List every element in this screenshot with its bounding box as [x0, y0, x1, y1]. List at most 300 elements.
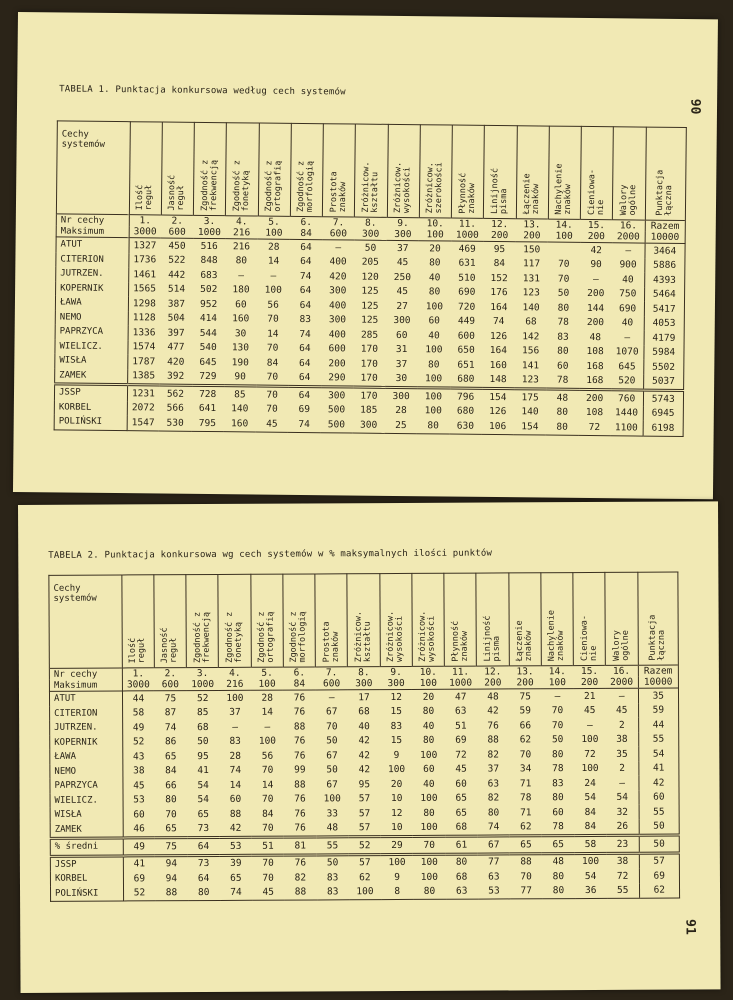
page-90 — [13, 12, 718, 499]
page-number: 91 — [682, 919, 698, 935]
column-number: 8. — [355, 217, 387, 229]
column-header-text: Zgodność z fonetyką — [224, 611, 244, 663]
cell: 100 — [574, 853, 606, 869]
cell: – — [619, 777, 626, 789]
cell: 126 — [489, 406, 507, 418]
cell: 200 — [587, 288, 605, 300]
column-header-text: Zróżnicow. kształtu — [353, 611, 373, 663]
column-header — [283, 574, 316, 667]
cell: 80 — [487, 807, 500, 819]
cell: 63 — [488, 871, 500, 883]
column-max: 216 — [219, 679, 251, 691]
cell: 285 — [360, 329, 379, 341]
row-name: ŁAWA — [50, 749, 123, 764]
max-label: Maksimum — [49, 679, 122, 691]
cell: 500 — [327, 404, 346, 416]
cell: 60 — [235, 299, 247, 311]
column-header — [573, 572, 606, 665]
cell: 40 — [428, 330, 440, 342]
cell: 54 — [638, 747, 679, 762]
cell: 100 — [581, 734, 599, 746]
cell: 168 — [586, 360, 604, 372]
cell: 170 — [360, 372, 378, 385]
column-number: 10. — [419, 218, 451, 230]
column-max: 10000 — [645, 232, 686, 244]
cell: 152 — [490, 272, 508, 284]
cell: 50 — [551, 734, 564, 746]
cell: 100 — [387, 764, 406, 776]
cell: 9 — [393, 749, 400, 761]
cell: 45 — [133, 780, 145, 792]
column-number: 14. — [541, 666, 573, 678]
cell: 65 — [510, 836, 542, 854]
cell: 48 — [326, 822, 339, 834]
column-header — [645, 127, 686, 220]
cell: – — [554, 690, 561, 702]
cell: 200 — [328, 358, 346, 370]
cell: 64 — [197, 872, 210, 884]
cell: 442 — [168, 269, 186, 281]
cell: 28 — [395, 405, 407, 417]
header-row — [56, 121, 686, 221]
cell: 216 — [232, 241, 251, 253]
cell: 510 — [458, 272, 476, 284]
row-name: CITERION — [50, 706, 123, 721]
cell: 57 — [358, 793, 371, 805]
cell: 54 — [197, 779, 209, 791]
cell: 680 — [456, 405, 475, 418]
page-91 — [18, 501, 721, 993]
cell: 64 — [298, 357, 311, 369]
row-name: CITERION — [56, 252, 129, 267]
cell: 12 — [390, 691, 402, 703]
cell: 68 — [455, 821, 468, 833]
cell: 50 — [557, 287, 570, 300]
cell: 50 — [197, 736, 209, 748]
cell: 300 — [352, 418, 384, 433]
cell: 106 — [481, 419, 513, 434]
cell: 400 — [328, 329, 346, 341]
cell: 126 — [489, 330, 508, 342]
cell: 83 — [326, 872, 339, 884]
cell: 80 — [422, 735, 435, 747]
table-caption: TABELA 2. Punktacja konkursowa wg cech systemów w % maksymalnych ilości punktów — [48, 548, 493, 561]
cell: 28 — [267, 241, 280, 253]
column-header — [161, 122, 194, 215]
cell: 170 — [353, 387, 385, 403]
cell: 83 — [557, 331, 569, 343]
cell: 70 — [558, 258, 570, 271]
column-header — [605, 572, 638, 665]
cell: 33 — [326, 808, 339, 820]
column-header-text: Walory ogólne — [611, 630, 631, 661]
cell: 75 — [519, 691, 531, 703]
row-name: JUTRZEN. — [50, 720, 123, 735]
cell: 160 — [223, 416, 255, 431]
cell: 67 — [478, 836, 510, 854]
cell: 140 — [521, 406, 539, 418]
cell: 70 — [266, 342, 279, 354]
cell: 78 — [552, 821, 564, 833]
cell: 45 — [396, 257, 409, 269]
column-number: 9. — [380, 666, 412, 678]
cell: 70 — [266, 371, 279, 383]
cell: 67 — [326, 750, 338, 762]
cell: 4179 — [644, 331, 685, 346]
row-name: KOPERNIK — [50, 735, 123, 750]
cell: 154 — [482, 388, 514, 404]
column-number: 1. — [122, 668, 154, 680]
cell: 83 — [317, 885, 349, 900]
cell: 449 — [457, 315, 476, 328]
cell: 53 — [133, 794, 145, 806]
row-name: ZAMEK — [55, 368, 128, 385]
cell: 76 — [294, 822, 306, 834]
row-name: KORBEL — [54, 400, 127, 415]
cell: 62 — [519, 734, 532, 746]
cell: 100 — [381, 854, 413, 870]
cell: 80 — [428, 286, 441, 298]
cell: 1440 — [615, 407, 639, 419]
cell: 60 — [556, 360, 569, 372]
cell: 64 — [288, 386, 320, 402]
cell: 1070 — [615, 346, 639, 358]
column-max: 200 — [483, 230, 515, 242]
cell: 56 — [261, 750, 274, 762]
row-name: WIELICZ. — [50, 793, 123, 808]
cell: 88 — [229, 808, 242, 820]
column-number: 9. — [387, 217, 419, 229]
cell: 85 — [224, 386, 256, 402]
cell: 40 — [622, 274, 634, 286]
cell: – — [618, 690, 625, 702]
cell: 80 — [427, 359, 440, 371]
cell: 64 — [299, 285, 312, 297]
column-number: 11. — [444, 666, 476, 678]
cell: 50 — [326, 764, 338, 776]
cell: 10 — [391, 822, 403, 834]
cell: 72 — [578, 420, 610, 435]
column-header — [484, 125, 517, 218]
cell: 51 — [455, 720, 467, 732]
cell: 164 — [490, 301, 508, 313]
cell: 74 — [164, 721, 177, 733]
cell: 55 — [638, 732, 679, 747]
cell: 88 — [293, 721, 306, 733]
cell: 1100 — [610, 420, 642, 435]
cell: 65 — [455, 807, 468, 819]
cell: 99 — [294, 764, 306, 776]
cell: 100 — [323, 793, 341, 805]
cell: 86 — [164, 736, 177, 748]
cell: 68 — [197, 721, 209, 733]
cell: 71 — [520, 807, 532, 819]
cell: 80 — [429, 257, 441, 269]
cell: 70 — [262, 822, 274, 834]
cell: 95 — [493, 243, 506, 255]
cell: 144 — [586, 302, 605, 314]
cell: 70 — [261, 764, 274, 776]
column-header — [444, 573, 477, 666]
cell: 42 — [358, 749, 371, 761]
cell: 55 — [607, 883, 639, 898]
cell: 9 — [394, 871, 401, 883]
cell: 28 — [229, 750, 242, 762]
cell: 156 — [522, 345, 540, 357]
cell: 48 — [487, 691, 499, 703]
cell: 35 — [616, 748, 628, 760]
cell: 650 — [457, 344, 475, 357]
cell: 58 — [574, 835, 606, 853]
column-header-text: Zgodność z morfologią — [296, 160, 316, 213]
cell: 74 — [299, 328, 311, 340]
column-max: 2000 — [612, 231, 644, 243]
cell: 397 — [167, 327, 185, 339]
cell: 70 — [520, 871, 532, 883]
cell: 60 — [396, 329, 408, 341]
column-number: 3. — [186, 667, 218, 679]
column-number: 7. — [322, 217, 354, 229]
cell: 45 — [396, 286, 409, 298]
cell: 720 — [457, 301, 476, 313]
column-max: 200 — [477, 677, 509, 689]
cell: 76 — [294, 808, 306, 820]
row-name: ZAMEK — [50, 822, 123, 838]
cell: 65 — [230, 872, 242, 884]
column-header — [580, 126, 613, 219]
cell: 5743 — [643, 390, 684, 406]
cell: – — [625, 245, 632, 257]
cell: 100 — [581, 763, 599, 775]
cell: 81 — [284, 837, 316, 855]
cell: 50 — [639, 819, 680, 835]
cell: 185 — [360, 404, 378, 417]
cell: 49 — [132, 722, 145, 734]
column-number: 11. — [451, 218, 483, 230]
cell: 41 — [638, 761, 679, 776]
cell: 78 — [557, 316, 569, 329]
cell: 300 — [385, 387, 417, 403]
cell: 42 — [229, 823, 242, 835]
column-number: 16. — [613, 220, 645, 232]
cell: 64 — [300, 256, 312, 268]
table-caption: TABELA 1. Punktacja konkursowa według cech systemów — [59, 84, 346, 98]
row-name: JSSP — [50, 855, 123, 871]
cell: 1327 — [133, 239, 157, 252]
column-max: 100 — [251, 679, 283, 691]
column-header-text: Zróżnicow. wysokości — [385, 610, 406, 663]
cell: 40 — [621, 317, 634, 329]
column-header — [154, 575, 187, 668]
column-header — [315, 574, 348, 667]
row-name: NEMO — [55, 310, 128, 325]
column-number: 5. — [251, 667, 283, 679]
cell: 41 — [197, 765, 209, 777]
cell: 76 — [284, 854, 316, 870]
column-header-text: Zróżnicow. wysokości — [417, 610, 438, 662]
column-max: 1000 — [451, 230, 483, 242]
cell: 400 — [328, 300, 347, 312]
column-header-text: Zróżnicow. wysokości — [393, 161, 413, 214]
column-header — [193, 122, 226, 215]
cell: 85 — [197, 707, 209, 719]
cell: 64 — [298, 372, 311, 384]
cell: 175 — [514, 389, 546, 405]
cell: 80 — [551, 748, 564, 760]
cell: 502 — [200, 284, 218, 296]
cell: 48 — [589, 331, 602, 343]
cell: 1461 — [133, 268, 157, 281]
cell: 88 — [155, 886, 187, 901]
cell: 50 — [326, 735, 338, 747]
cell: 400 — [329, 256, 347, 268]
cell: 651 — [457, 359, 475, 371]
cell: 190 — [231, 357, 249, 369]
cell: 94 — [155, 855, 187, 871]
cell: 73 — [187, 855, 219, 871]
cell: 70 — [252, 855, 284, 871]
cell: 88 — [510, 853, 542, 869]
column-max: 216 — [225, 227, 257, 239]
cell: 67 — [326, 706, 338, 718]
cell: 1565 — [133, 283, 157, 295]
cell: 66 — [165, 779, 177, 791]
cell: 82 — [294, 872, 307, 884]
cell: 680 — [457, 373, 475, 386]
column-max: 300 — [387, 229, 419, 241]
cell: 600 — [328, 343, 346, 355]
column-number: 14. — [548, 219, 580, 231]
cell: 80 — [422, 706, 435, 718]
cell: 504 — [167, 312, 185, 325]
cell: 78 — [519, 792, 532, 804]
cell: 5502 — [643, 360, 684, 375]
cell: 40 — [428, 272, 441, 284]
column-number: 3. — [193, 215, 225, 227]
cell: 1787 — [132, 355, 156, 368]
cell: 952 — [199, 298, 218, 310]
column-header — [322, 124, 355, 217]
column-header — [637, 572, 678, 665]
cell: 45 — [455, 763, 467, 775]
cell: 52 — [196, 692, 209, 704]
row-name: ATUT — [56, 237, 129, 253]
column-header — [290, 123, 323, 216]
cell: 70 — [551, 705, 564, 717]
cell: 41 — [123, 855, 155, 871]
cell: 40 — [358, 720, 370, 732]
cell: 59 — [638, 703, 679, 718]
cell: 29 — [381, 836, 413, 854]
cell: 140 — [231, 403, 249, 415]
cell: 500 — [320, 417, 352, 432]
cell: 88 — [284, 885, 316, 900]
cell: 59 — [519, 705, 532, 717]
cell: 60 — [229, 794, 242, 806]
column-header — [451, 125, 484, 218]
cell: 60 — [428, 315, 440, 327]
cell: 31 — [395, 344, 408, 356]
column-number: 5. — [258, 216, 290, 228]
cell: 62 — [639, 883, 680, 898]
cell: 160 — [232, 313, 250, 325]
cell: 38 — [133, 765, 145, 777]
cell: 64 — [300, 241, 312, 253]
column-header — [218, 574, 251, 667]
cell: 108 — [585, 407, 604, 419]
cell: 131 — [522, 273, 541, 285]
column-number: Razem — [645, 220, 686, 232]
cell: 4393 — [644, 273, 685, 288]
cell: 70 — [165, 808, 177, 820]
column-header-text: Ilość reguł — [135, 184, 155, 211]
cell: 42 — [638, 776, 679, 791]
column-header-text: Cieniowa- nie — [579, 614, 599, 662]
cell: 300 — [329, 285, 347, 297]
cell: 90 — [234, 371, 246, 383]
cell: 64 — [299, 343, 311, 355]
cell: 645 — [199, 356, 217, 368]
row-name: JUTRZEN. — [56, 266, 129, 281]
cell: 60 — [133, 809, 145, 821]
cell: 566 — [166, 402, 184, 415]
cell: 14 — [267, 328, 279, 340]
cell: – — [264, 721, 271, 733]
cell: 37 — [229, 707, 241, 719]
cell: – — [586, 719, 593, 731]
column-header — [186, 574, 219, 667]
cell: 95 — [197, 750, 209, 762]
cell: 74 — [220, 885, 252, 900]
cell: 420 — [329, 271, 347, 283]
column-max: 200 — [580, 231, 612, 243]
column-header-text: Zgodność z morfologią — [288, 611, 309, 663]
cell: 562 — [159, 385, 191, 401]
column-header — [412, 573, 445, 666]
cell: 300 — [393, 315, 411, 327]
cell: 90 — [590, 259, 602, 271]
cell: 544 — [199, 327, 217, 339]
row-name: NEMO — [50, 764, 123, 779]
cell: 760 — [611, 390, 643, 406]
cell: 60 — [552, 806, 564, 818]
cell: 200 — [578, 389, 610, 405]
cell: 28 — [261, 692, 273, 704]
column-number: Razem — [638, 665, 678, 677]
cell: – — [328, 692, 335, 704]
column-max: 84 — [283, 678, 315, 690]
row-name: PAPRZYCA — [55, 324, 128, 339]
column-header — [129, 122, 162, 215]
cell: – — [624, 332, 631, 344]
column-max: 1000 — [186, 679, 218, 691]
cell: 300 — [328, 314, 347, 326]
column-max: 600 — [161, 227, 193, 239]
cell: 25 — [385, 418, 417, 433]
cell: 80 — [557, 345, 569, 358]
cell: 21 — [583, 690, 596, 702]
cell: 48 — [542, 853, 574, 869]
cell: 17 — [358, 691, 370, 703]
cell: 80 — [445, 854, 477, 870]
cell: 23 — [607, 835, 639, 853]
cell: 641 — [198, 403, 217, 415]
column-header-text: Walory ogólne — [618, 184, 639, 216]
cell: 84 — [584, 806, 597, 818]
column-max: 100 — [541, 677, 573, 689]
cell: 123 — [522, 287, 540, 299]
cell: 57 — [358, 822, 371, 834]
